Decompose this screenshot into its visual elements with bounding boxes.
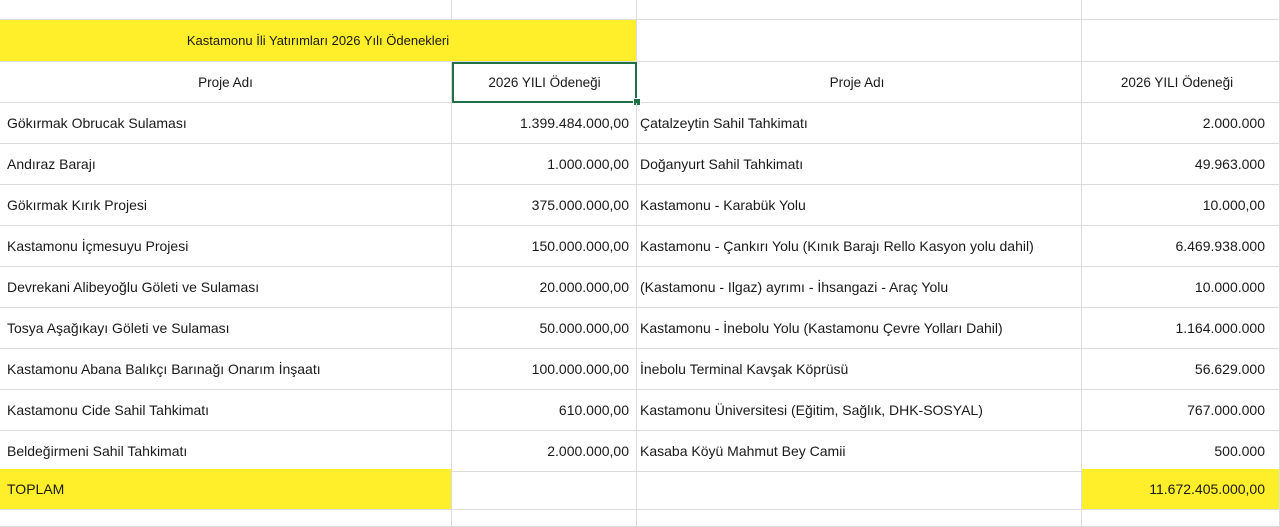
amount-right[interactable]: 6.469.938.000 <box>1082 226 1280 267</box>
project-name-left[interactable]: Andıraz Barajı <box>0 144 452 185</box>
project-name-left[interactable]: Kastamonu Cide Sahil Tahkimatı <box>0 390 452 431</box>
project-name-right[interactable]: Kasaba Köyü Mahmut Bey Camii <box>637 431 1082 472</box>
project-name-right[interactable]: Çatalzeytin Sahil Tahkimatı <box>637 103 1082 144</box>
project-name-left[interactable]: Gökırmak Kırık Projesi <box>0 185 452 226</box>
empty-cell[interactable] <box>452 0 637 20</box>
empty-cell[interactable] <box>637 469 1082 510</box>
empty-cell[interactable] <box>452 510 637 527</box>
amount-left[interactable]: 150.000.000,00 <box>452 226 637 267</box>
amount-right[interactable]: 2.000.000 <box>1082 103 1280 144</box>
empty-cell[interactable] <box>0 0 452 20</box>
project-name-right[interactable]: Kastamonu Üniversitesi (Eğitim, Sağlık, DHK-SOSYAL) <box>637 390 1082 431</box>
project-name-left[interactable]: Beldeğirmeni Sahil Tahkimatı <box>0 431 452 472</box>
project-name-left[interactable]: Tosya Aşağıkayı Göleti ve Sulaması <box>0 308 452 349</box>
amount-left[interactable]: 375.000.000,00 <box>452 185 637 226</box>
empty-cell[interactable] <box>452 469 637 510</box>
empty-cell[interactable] <box>1082 0 1280 20</box>
empty-cell[interactable] <box>0 510 452 527</box>
project-name-right[interactable]: İnebolu Terminal Kavşak Köprüsü <box>637 349 1082 390</box>
project-name-left[interactable]: Gökırmak Obrucak Sulaması <box>0 103 452 144</box>
sheet-title[interactable]: Kastamonu İli Yatırımları 2026 Yılı Ödenekleri <box>0 20 637 62</box>
amount-right[interactable]: 49.963.000 <box>1082 144 1280 185</box>
amount-left[interactable]: 20.000.000,00 <box>452 267 637 308</box>
project-name-left[interactable]: Devrekani Alibeyoğlu Göleti ve Sulaması <box>0 267 452 308</box>
amount-right[interactable]: 56.629.000 <box>1082 349 1280 390</box>
amount-left[interactable]: 1.000.000,00 <box>452 144 637 185</box>
amount-left[interactable]: 610.000,00 <box>452 390 637 431</box>
project-name-right[interactable]: Kastamonu - İnebolu Yolu (Kastamonu Çevre Yolları Dahil) <box>637 308 1082 349</box>
project-name-right[interactable]: Kastamonu - Karabük Yolu <box>637 185 1082 226</box>
empty-cell[interactable] <box>1082 20 1280 62</box>
empty-cell[interactable] <box>1082 510 1280 527</box>
project-name-right[interactable]: Doğanyurt Sahil Tahkimatı <box>637 144 1082 185</box>
empty-cell[interactable] <box>637 20 1082 62</box>
amount-left[interactable]: 1.399.484.000,00 <box>452 103 637 144</box>
amount-left[interactable]: 50.000.000,00 <box>452 308 637 349</box>
header-project-right[interactable]: Proje Adı <box>637 62 1082 103</box>
amount-right[interactable]: 767.000.000 <box>1082 390 1280 431</box>
amount-left[interactable]: 2.000.000,00 <box>452 431 637 472</box>
total-label[interactable]: TOPLAM <box>0 469 452 510</box>
empty-cell[interactable] <box>637 0 1082 20</box>
total-amount[interactable]: 11.672.405.000,00 <box>1082 469 1280 510</box>
amount-right[interactable]: 10.000,00 <box>1082 185 1280 226</box>
header-project-left[interactable]: Proje Adı <box>0 62 452 103</box>
project-name-right[interactable]: Kastamonu - Çankırı Yolu (Kınık Barajı Rello Kasyon yolu dahil) <box>637 226 1082 267</box>
project-name-left[interactable]: Kastamonu Abana Balıkçı Barınağı Onarım İnşaatı <box>0 349 452 390</box>
amount-left[interactable]: 100.000.000,00 <box>452 349 637 390</box>
amount-right[interactable]: 500.000 <box>1082 431 1280 472</box>
amount-right[interactable]: 1.164.000.000 <box>1082 308 1280 349</box>
header-amount-left[interactable]: 2026 YILI Ödeneği <box>452 62 637 103</box>
project-name-right[interactable]: (Kastamonu - Ilgaz) ayrımı - İhsangazi - Araç Yolu <box>637 267 1082 308</box>
project-name-left[interactable]: Kastamonu İçmesuyu Projesi <box>0 226 452 267</box>
amount-right[interactable]: 10.000.000 <box>1082 267 1280 308</box>
empty-cell[interactable] <box>637 510 1082 527</box>
header-amount-right[interactable]: 2026 YILI Ödeneği <box>1082 62 1280 103</box>
